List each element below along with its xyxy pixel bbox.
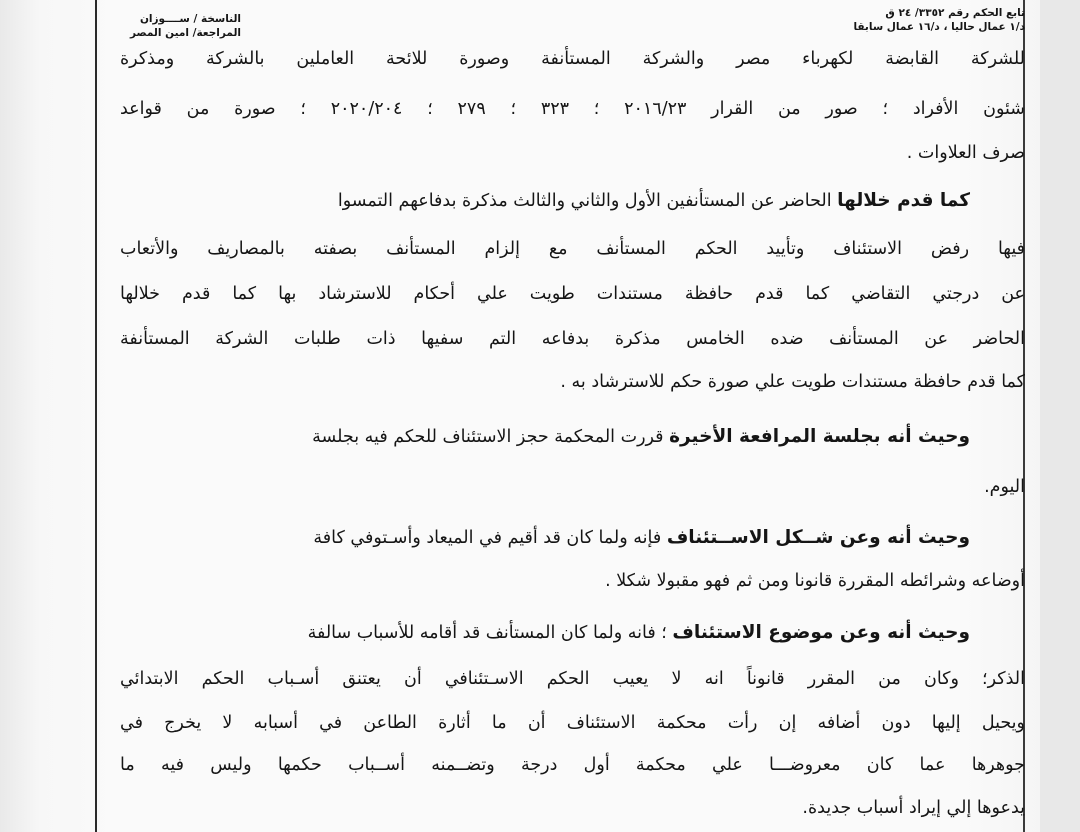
text-fragment: فإنه ولما كان قد أقيم في الميعاد وأسـتوفي كافة [313,528,662,548]
text-line: عن درجتي التقاضي كما قدم حافظة مستندات طويت علي أحكام للاسترشاد بها كما قدم خلالها [120,284,1025,304]
paragraph-lead: وحيث أنه وعن موضوع الاستئناف [672,622,970,643]
case-subtitle: د/١ عمال حاليا ، د/١٦ عمال سابقا [853,21,1025,33]
copyist-name: الناسخة / ســــوزان [139,13,242,25]
paragraph-lead: وحيث أنه وعن شــكل الاســتئناف [666,527,970,548]
left-margin-rule [95,0,97,832]
text-line: للشركة القابضة لكهرباء مصر والشركة المستأنفة وصورة للائحة العاملين بالشركة ومذكرة [120,49,1025,69]
document-page [110,0,1025,832]
paragraph-lead: وحيث أنه بجلسة المرافعة الأخيرة [669,426,970,447]
text-line [120,620,970,646]
text-fragment: الحاضر عن المستأنفين الأول والثاني والثالث مذكرة بدفاعهم التمسوا [337,191,832,211]
text-fragment: قررت المحكمة حجز الاستئناف للحكم فيه بجلسة [312,427,664,447]
text-line: جوهرها عما كان معروضـــا علي محكمة أول درجة وتضــمنه أســباب حكمها وليس فيه ما [120,755,1025,775]
text-line [120,188,970,214]
reviewer-name: المراجعة/ امين المصر [130,27,242,39]
page-edge [1040,0,1080,832]
text-line: ويحيل إليها دون أضافه إن رأت محكمة الاستئناف أن ما أثارة الطاعن في أسبابه لا يخرج في [120,713,1025,733]
text-line: أوضاعه وشرائطه المقررة قانونا ومن ثم فهو مقبولا شكلا . [605,571,1025,591]
text-line: الحاضر عن المستأنف ضده الخامس مذكرة بدفاعه التم سفيها ذات طلبات الشركة المستأنفة [120,329,1025,349]
text-line [120,525,970,551]
paragraph-lead: كما قدم خلالها [837,190,970,211]
text-line: الذكر؛ وكان من المقرر قانوناً انه لا يعيب الحكم الاسـتئنافي أن يعتنق أسـباب الحكم الابتدائي [120,669,1025,689]
text-fragment: ؛ فانه ولما كان المستأنف قد أقامه للأسباب سالفة [307,623,667,643]
text-line: يدعوها إلي إيراد أسباب جديدة. [802,798,1025,818]
text-line: كما قدم حافظة مستندات طويت علي صورة حكم للاسترشاد به . [560,372,1025,392]
text-line [120,424,970,450]
case-header [853,6,1025,34]
staff-header [130,12,241,40]
text-line: فيها رفض الاستئناف وتأييد الحكم المستأنف مع إلزام المستأنف بصفته بالمصاريف والأتعاب [120,239,1025,259]
text-line: شئون الأفراد ؛ صور من القرار ٢٠١٦/٢٣ ؛ ٣٢٣ ؛ ٢٧٩ ؛ ٢٠٢٠/٢٠٤ ؛ صورة من قواعد [120,99,1025,119]
text-line: صرف العلاوات . [906,143,1025,163]
case-number: تابع الحكم رقم ٣٣٥٢/ ٢٤ ق [885,7,1025,19]
text-line: اليوم. [984,477,1025,497]
